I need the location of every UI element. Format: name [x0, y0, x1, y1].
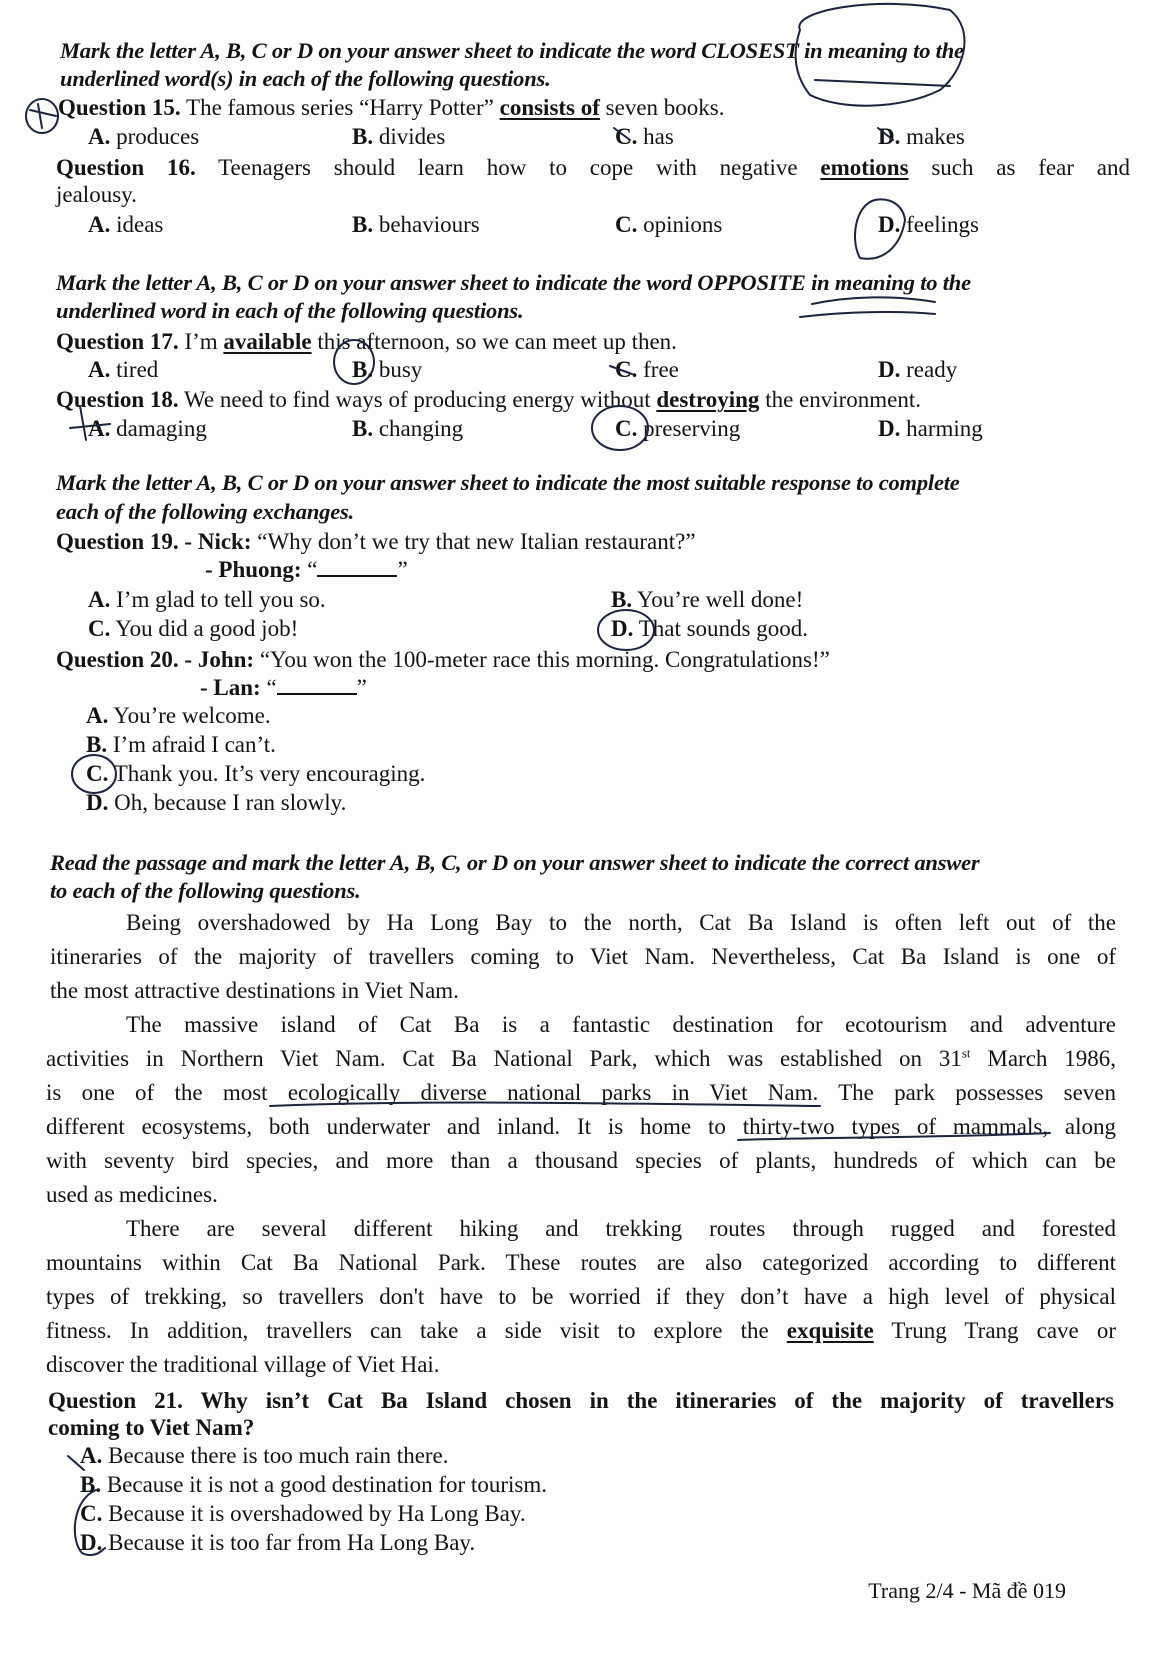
option-text: Because it is too far from Ha Long Bay. — [102, 1530, 476, 1555]
speaker-label: - Lan: — [200, 675, 261, 700]
option-text: makes — [900, 124, 965, 149]
ink-cross-q15-number — [30, 104, 56, 128]
question-label: Question 17. — [56, 329, 179, 354]
passage-text: . The park possesses seven — [812, 1080, 1117, 1105]
passage-text: along — [1048, 1114, 1116, 1139]
response-line — [205, 555, 408, 585]
option-text: You’re well done! — [632, 587, 804, 612]
option-text: free — [637, 357, 679, 382]
option-text: You’re welcome. — [108, 703, 271, 728]
option-text: changing — [373, 416, 464, 441]
passage-text: activities in Northern Viet Nam. Cat Ba National Park, which was established on 31 — [46, 1046, 962, 1071]
option-letter: B. — [86, 732, 108, 757]
passage-line: Being overshadowed by Ha Long Bay to the north, Cat Ba Island is often left out of the — [126, 910, 1116, 935]
option-letter: B. — [611, 587, 633, 612]
option-letter: B. — [352, 416, 374, 441]
option-letter: D. — [878, 212, 901, 237]
underlined-word: consists of — [499, 95, 600, 120]
passage-line: types of trekking, so travellers don't have to be worried if they don’t have a high level of physical — [46, 1284, 1116, 1309]
option-letter: D. — [878, 416, 901, 441]
option-text: opinions — [637, 212, 723, 237]
question-label: Question 18. — [56, 387, 179, 412]
question-15 — [58, 93, 725, 123]
section-instruction: each of the following exchanges. — [56, 499, 354, 524]
section-instruction: underlined word in each of the following questions. — [56, 298, 524, 323]
ink-circle-q15-mark — [26, 99, 58, 133]
option-letter: A. — [88, 124, 111, 149]
underlined-word: available — [223, 329, 312, 354]
option-a[interactable] — [86, 701, 271, 731]
option-c[interactable] — [615, 210, 722, 240]
option-a[interactable] — [88, 122, 199, 152]
response-line — [200, 673, 367, 703]
option-text: Oh, because I ran slowly. — [108, 790, 347, 815]
section-instruction: Mark the letter A, B, C or D on your answer sheet to indicate the word CLOSEST in meaning to the — [60, 38, 964, 63]
option-text: That sounds good. — [633, 616, 809, 641]
option-letter: B. — [80, 1472, 102, 1497]
question-text: We need to find ways of producing energy without — [178, 387, 657, 412]
option-text: You did a good job! — [110, 616, 299, 641]
question-text: “Why don’t we try that new Italian restaurant?” — [251, 529, 696, 554]
question-text: such as fear and — [908, 155, 1131, 180]
ordinal-suffix: st — [961, 1045, 971, 1061]
passage-line: mountains within Cat Ba National Park. These routes are also categorized according to different — [46, 1250, 1116, 1275]
option-letter: A. — [88, 212, 111, 237]
underlined-word: exquisite — [786, 1318, 874, 1343]
option-letter: A. — [88, 357, 111, 382]
option-b[interactable] — [86, 730, 276, 760]
section-instruction: Mark the letter A, B, C or D on your answer sheet to indicate the most suitable response to complete — [56, 470, 960, 495]
passage-text: is one of the most — [46, 1080, 288, 1105]
option-letter: C. — [615, 124, 638, 149]
passage-text: Trung Trang cave or — [873, 1318, 1116, 1343]
passage-line: The massive island of Cat Ba is a fantastic destination for ecotourism and adventure — [126, 1012, 1116, 1037]
open-quote: “ — [301, 557, 318, 582]
option-letter: C. — [86, 761, 109, 786]
option-letter: C. — [615, 357, 638, 382]
option-d[interactable] — [878, 414, 983, 444]
question-text: the environment. — [759, 387, 922, 412]
option-d[interactable] — [611, 614, 808, 644]
option-letter: B. — [352, 212, 374, 237]
option-b[interactable] — [611, 585, 803, 615]
option-text: Thank you. It’s very encouraging. — [108, 761, 426, 786]
question-label: Question 15. — [58, 95, 181, 120]
open-quote: “ — [260, 675, 277, 700]
question-17 — [56, 327, 677, 357]
option-d[interactable] — [878, 122, 965, 152]
option-c[interactable] — [88, 614, 298, 644]
option-letter: B. — [352, 357, 374, 382]
option-a[interactable] — [88, 210, 163, 240]
close-quote: ” — [356, 675, 367, 700]
question-20 — [56, 645, 830, 675]
option-d[interactable] — [86, 788, 346, 818]
question-18 — [56, 385, 921, 415]
option-c[interactable] — [615, 122, 674, 152]
handwritten-underline-text: thirty-two types of mammals, — [742, 1114, 1049, 1139]
option-b[interactable] — [352, 355, 422, 385]
section-instruction: underlined word(s) in each of the following questions. — [60, 66, 551, 91]
passage-line: itineraries of the majority of travellers coming to Viet Nam. Nevertheless, Cat Ba Island is one of — [50, 944, 1116, 969]
underlined-word: emotions — [820, 155, 909, 180]
option-c[interactable] — [615, 414, 740, 444]
option-text: damaging — [110, 416, 207, 441]
question-text: The famous series “Harry Potter” — [180, 95, 500, 120]
passage-line — [46, 1076, 1116, 1109]
question-text: I’m — [178, 329, 224, 354]
option-text: Because it is not a good destination for tourism. — [101, 1472, 547, 1497]
option-a[interactable] — [88, 414, 207, 444]
option-text: busy — [373, 357, 423, 382]
option-c[interactable] — [80, 1499, 526, 1529]
option-text: harming — [900, 416, 983, 441]
option-a[interactable] — [88, 355, 158, 385]
option-a[interactable] — [88, 585, 326, 615]
question-text: “You won the 100-meter race this morning. Congratulations!” — [254, 647, 830, 672]
speaker-label: - Phuong: — [205, 557, 302, 582]
option-letter: B. — [352, 124, 374, 149]
option-text: ideas — [110, 212, 164, 237]
ink-underline-opposite — [800, 297, 935, 317]
option-letter: C. — [615, 212, 638, 237]
option-text: feelings — [900, 212, 979, 237]
option-b[interactable] — [352, 414, 463, 444]
ink-underline-closest — [815, 80, 950, 86]
underlined-word: destroying — [656, 387, 760, 412]
option-text: I’m afraid I can’t. — [107, 732, 276, 757]
question-text: jealousy. — [56, 182, 137, 207]
option-letter: A. — [80, 1443, 103, 1468]
passage-text: March 1986, — [970, 1046, 1116, 1071]
handwritten-underline-text: ecologically diverse national parks in Viet Nam — [287, 1080, 813, 1105]
option-text: ready — [900, 357, 958, 382]
passage-line — [46, 1314, 1116, 1347]
option-text: has — [637, 124, 674, 149]
question-label: Question 16. — [56, 155, 196, 180]
question-label: Question 19. - Nick: — [56, 529, 252, 554]
option-b[interactable] — [352, 210, 480, 240]
option-letter: D. — [878, 357, 901, 382]
option-letter: A. — [86, 703, 109, 728]
option-a[interactable] — [80, 1441, 449, 1471]
option-text: produces — [110, 124, 200, 149]
question-text: this afternoon, so we can meet up then. — [311, 329, 677, 354]
option-d[interactable] — [80, 1528, 475, 1558]
question-16 — [56, 151, 1130, 184]
option-letter: D. — [80, 1530, 103, 1555]
answer-blank — [277, 675, 357, 695]
passage-line: discover the traditional village of Viet Hai. — [46, 1352, 440, 1377]
passage-text: fitness. In addition, travellers can take a side visit to explore the — [46, 1318, 787, 1343]
section-instruction: to each of the following questions. — [50, 878, 361, 903]
option-text: I’m glad to tell you so. — [110, 587, 326, 612]
question-19 — [56, 527, 696, 557]
option-letter: A. — [88, 587, 111, 612]
passage-line: with seventy bird species, and more than a thousand species of plants, hundreds of which can be — [46, 1148, 1116, 1173]
section-instruction: Mark the letter A, B, C or D on your answer sheet to indicate the word OPPOSITE in meaning to the — [56, 270, 971, 295]
option-b[interactable] — [80, 1470, 547, 1500]
section-instruction: Read the passage and mark the letter A, B, C, or D on your answer sheet to indicate the correct answer — [50, 850, 980, 875]
question-text: Teenagers should learn how to cope with negative — [195, 155, 821, 180]
page-footer: Trang 2/4 - Mã đề 019 — [868, 1578, 1066, 1603]
question-21-cont: coming to Viet Nam? — [48, 1415, 255, 1440]
option-letter: D. — [611, 616, 634, 641]
passage-line — [46, 1110, 1116, 1143]
option-text: divides — [373, 124, 446, 149]
passage-line: There are several different hiking and trekking routes through rugged and forested — [126, 1216, 1116, 1241]
question-21: Question 21. Why isn’t Cat Ba Island chosen in the itineraries of the majority of travellers — [48, 1388, 1114, 1413]
option-c[interactable] — [86, 759, 425, 789]
option-text: Because it is overshadowed by Ha Long Bay. — [102, 1501, 526, 1526]
option-text: tired — [110, 357, 159, 382]
answer-blank — [317, 557, 397, 577]
option-letter: C. — [88, 616, 111, 641]
option-letter: D. — [86, 790, 109, 815]
option-letter: C. — [80, 1501, 103, 1526]
option-letter: D. — [878, 124, 901, 149]
question-text: seven books. — [599, 95, 725, 120]
option-d[interactable] — [878, 210, 979, 240]
question-label: Question 20. - John: — [56, 647, 255, 672]
option-text: behaviours — [373, 212, 480, 237]
option-letter: C. — [615, 416, 638, 441]
option-letter: A. — [88, 416, 111, 441]
close-quote: ” — [397, 557, 408, 582]
passage-line — [46, 1042, 1116, 1075]
passage-line: the most attractive destinations in Viet Nam. — [50, 978, 459, 1003]
option-text: preserving — [637, 416, 741, 441]
option-c[interactable] — [615, 355, 679, 385]
option-text: Because there is too much rain there. — [102, 1443, 449, 1468]
passage-text: different ecosystems, both underwater and inland. It is home to — [46, 1114, 743, 1139]
passage-line: used as medicines. — [46, 1182, 218, 1207]
option-d[interactable] — [878, 355, 957, 385]
option-b[interactable] — [352, 122, 445, 152]
